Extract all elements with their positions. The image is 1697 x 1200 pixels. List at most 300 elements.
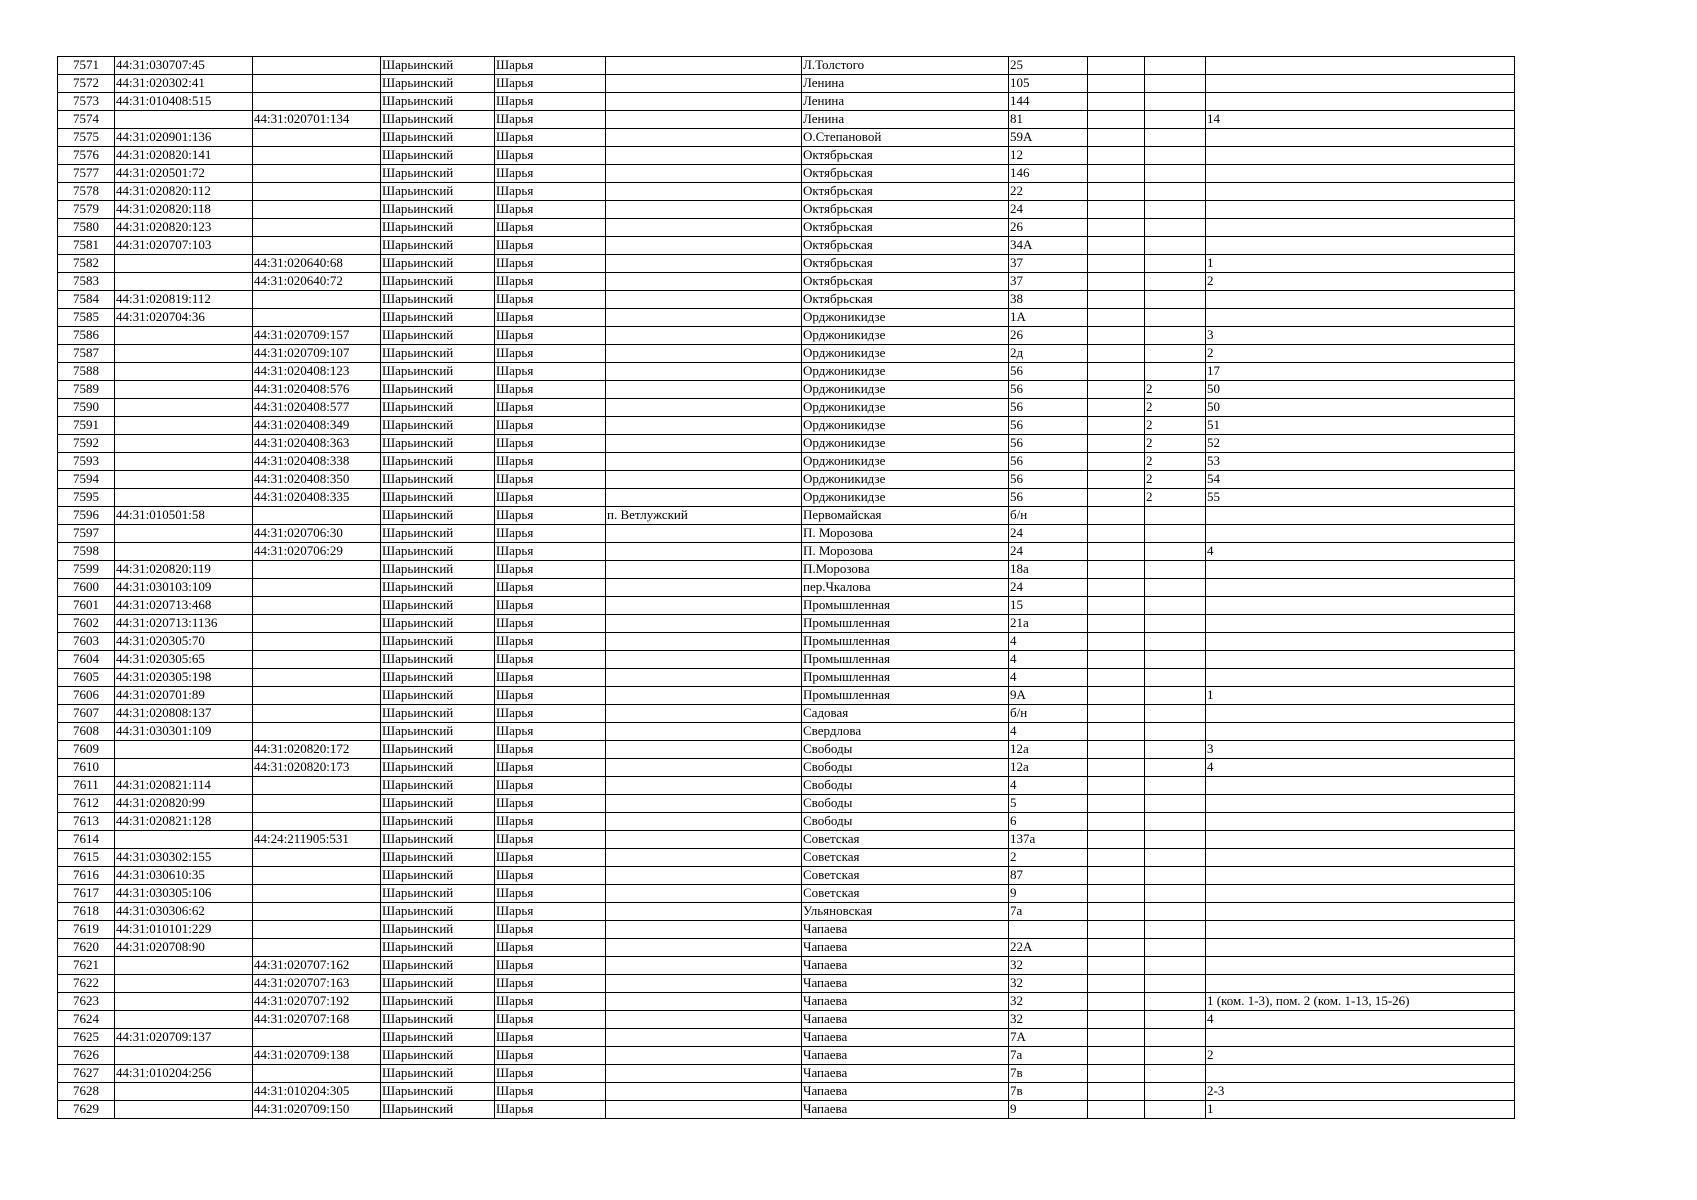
building-cadastral-number-cell: 44:31:020408:349 (253, 417, 381, 435)
row-number-cell: 7578 (58, 183, 115, 201)
floor-cell (1145, 561, 1206, 579)
premises-cell (1206, 723, 1515, 741)
street-cell: Свободы (802, 777, 1009, 795)
cadastral-number-cell (115, 363, 253, 381)
premises-cell (1206, 507, 1515, 525)
city-cell: Шарья (495, 525, 606, 543)
row-number-cell: 7585 (58, 309, 115, 327)
street-cell: Чапаева (802, 1011, 1009, 1029)
building-cadastral-number-cell (253, 309, 381, 327)
street-cell: Свободы (802, 795, 1009, 813)
table-body (58, 57, 1515, 1119)
settlement-cell (606, 363, 802, 381)
table-row (58, 1047, 1515, 1065)
table-row (58, 507, 1515, 525)
premises-cell (1206, 165, 1515, 183)
city-cell: Шарья (495, 777, 606, 795)
premises-cell: 51 (1206, 417, 1515, 435)
building-cadastral-number-cell (253, 129, 381, 147)
floor-cell (1145, 1083, 1206, 1101)
building-cadastral-number-cell: 44:31:020408:576 (253, 381, 381, 399)
building-cadastral-number-cell (253, 201, 381, 219)
street-cell: Октябрьская (802, 255, 1009, 273)
premises-cell (1206, 957, 1515, 975)
floor-cell (1145, 579, 1206, 597)
row-number-cell: 7610 (58, 759, 115, 777)
floor-cell (1145, 1047, 1206, 1065)
floor-cell (1145, 345, 1206, 363)
house-number-cell: 25 (1009, 57, 1088, 75)
house-number-cell: 6 (1009, 813, 1088, 831)
table-row (58, 867, 1515, 885)
settlement-cell (606, 957, 802, 975)
premises-cell: 14 (1206, 111, 1515, 129)
house-number-cell: 59А (1009, 129, 1088, 147)
city-cell: Шарья (495, 1011, 606, 1029)
building-cadastral-number-cell (253, 813, 381, 831)
building-cadastral-number-cell: 44:31:020408:338 (253, 453, 381, 471)
premises-cell (1206, 309, 1515, 327)
floor-cell (1145, 1011, 1206, 1029)
house-number-cell: 37 (1009, 273, 1088, 291)
settlement-cell (606, 255, 802, 273)
table-row (58, 903, 1515, 921)
building-cell (1088, 741, 1145, 759)
house-number-cell: 22А (1009, 939, 1088, 957)
premises-cell (1206, 615, 1515, 633)
building-cadastral-number-cell (253, 291, 381, 309)
floor-cell (1145, 363, 1206, 381)
district-cell: Шарьинский (381, 777, 495, 795)
premises-cell: 55 (1206, 489, 1515, 507)
city-cell: Шарья (495, 759, 606, 777)
settlement-cell (606, 777, 802, 795)
city-cell: Шарья (495, 489, 606, 507)
district-cell: Шарьинский (381, 291, 495, 309)
street-cell: Свердлова (802, 723, 1009, 741)
street-cell: Октябрьская (802, 219, 1009, 237)
premises-cell (1206, 903, 1515, 921)
house-number-cell: 7в (1009, 1065, 1088, 1083)
building-cadastral-number-cell (253, 687, 381, 705)
city-cell: Шарья (495, 741, 606, 759)
house-number-cell: 7в (1009, 1083, 1088, 1101)
house-number-cell: 105 (1009, 75, 1088, 93)
building-cadastral-number-cell: 44:31:020640:72 (253, 273, 381, 291)
table-row (58, 579, 1515, 597)
building-cell (1088, 507, 1145, 525)
table-row (58, 165, 1515, 183)
floor-cell (1145, 1065, 1206, 1083)
street-cell: П. Морозова (802, 525, 1009, 543)
house-number-cell: 144 (1009, 93, 1088, 111)
row-number-cell: 7577 (58, 165, 115, 183)
city-cell: Шарья (495, 615, 606, 633)
district-cell: Шарьинский (381, 1047, 495, 1065)
table-row (58, 93, 1515, 111)
row-number-cell: 7576 (58, 147, 115, 165)
building-cell (1088, 525, 1145, 543)
building-cadastral-number-cell (253, 57, 381, 75)
floor-cell (1145, 651, 1206, 669)
house-number-cell (1009, 921, 1088, 939)
premises-cell: 3 (1206, 741, 1515, 759)
building-cadastral-number-cell: 44:31:020640:68 (253, 255, 381, 273)
premises-cell: 1 (1206, 1101, 1515, 1119)
building-cadastral-number-cell: 44:31:020408:350 (253, 471, 381, 489)
settlement-cell (606, 903, 802, 921)
settlement-cell (606, 111, 802, 129)
cadastral-number-cell: 44:31:030301:109 (115, 723, 253, 741)
street-cell: Октябрьская (802, 201, 1009, 219)
house-number-cell: б/н (1009, 507, 1088, 525)
row-number-cell: 7603 (58, 633, 115, 651)
cadastral-number-cell (115, 489, 253, 507)
city-cell: Шарья (495, 849, 606, 867)
building-cadastral-number-cell (253, 903, 381, 921)
house-number-cell: 32 (1009, 975, 1088, 993)
settlement-cell: п. Ветлужский (606, 507, 802, 525)
city-cell: Шарья (495, 471, 606, 489)
premises-cell (1206, 237, 1515, 255)
cadastral-number-cell (115, 255, 253, 273)
district-cell: Шарьинский (381, 417, 495, 435)
floor-cell (1145, 795, 1206, 813)
premises-cell (1206, 633, 1515, 651)
building-cell (1088, 885, 1145, 903)
street-cell: Октябрьская (802, 291, 1009, 309)
premises-cell (1206, 93, 1515, 111)
row-number-cell: 7629 (58, 1101, 115, 1119)
table-row (58, 147, 1515, 165)
floor-cell (1145, 201, 1206, 219)
building-cell (1088, 129, 1145, 147)
district-cell: Шарьинский (381, 399, 495, 417)
premises-cell: 54 (1206, 471, 1515, 489)
cadastral-number-cell: 44:31:020821:114 (115, 777, 253, 795)
settlement-cell (606, 795, 802, 813)
row-number-cell: 7591 (58, 417, 115, 435)
street-cell: Орджоникидзе (802, 417, 1009, 435)
floor-cell (1145, 327, 1206, 345)
floor-cell (1145, 93, 1206, 111)
building-cadastral-number-cell: 44:31:020820:173 (253, 759, 381, 777)
floor-cell (1145, 903, 1206, 921)
house-number-cell: 4 (1009, 651, 1088, 669)
street-cell: Советская (802, 867, 1009, 885)
floor-cell (1145, 255, 1206, 273)
city-cell: Шарья (495, 651, 606, 669)
house-number-cell: 7а (1009, 1047, 1088, 1065)
building-cell (1088, 147, 1145, 165)
premises-cell (1206, 795, 1515, 813)
district-cell: Шарьинский (381, 849, 495, 867)
table-row (58, 273, 1515, 291)
cadastral-number-cell (115, 1011, 253, 1029)
house-number-cell: 9А (1009, 687, 1088, 705)
street-cell: Свободы (802, 741, 1009, 759)
cadastral-number-cell: 44:31:020709:137 (115, 1029, 253, 1047)
cadastral-number-cell: 44:31:030306:62 (115, 903, 253, 921)
table-row (58, 327, 1515, 345)
premises-cell (1206, 579, 1515, 597)
floor-cell (1145, 939, 1206, 957)
building-cadastral-number-cell (253, 1065, 381, 1083)
floor-cell (1145, 57, 1206, 75)
street-cell: Чапаева (802, 1065, 1009, 1083)
floor-cell (1145, 633, 1206, 651)
house-number-cell: 26 (1009, 327, 1088, 345)
building-cadastral-number-cell: 44:31:020408:577 (253, 399, 381, 417)
house-number-cell: 7а (1009, 903, 1088, 921)
premises-cell: 52 (1206, 435, 1515, 453)
table-row (58, 255, 1515, 273)
table-row (58, 993, 1515, 1011)
row-number-cell: 7584 (58, 291, 115, 309)
settlement-cell (606, 273, 802, 291)
row-number-cell: 7580 (58, 219, 115, 237)
street-cell: Чапаева (802, 957, 1009, 975)
city-cell: Шарья (495, 327, 606, 345)
building-cadastral-number-cell (253, 561, 381, 579)
floor-cell (1145, 111, 1206, 129)
premises-cell (1206, 777, 1515, 795)
settlement-cell (606, 309, 802, 327)
cadastral-number-cell (115, 435, 253, 453)
cadastral-number-cell: 44:31:020820:123 (115, 219, 253, 237)
premises-cell (1206, 813, 1515, 831)
table-row (58, 939, 1515, 957)
building-cadastral-number-cell (253, 633, 381, 651)
settlement-cell (606, 921, 802, 939)
building-cadastral-number-cell: 44:31:020706:29 (253, 543, 381, 561)
table-row (58, 795, 1515, 813)
building-cell (1088, 957, 1145, 975)
house-number-cell: 56 (1009, 381, 1088, 399)
district-cell: Шарьинский (381, 147, 495, 165)
settlement-cell (606, 849, 802, 867)
street-cell: Орджоникидзе (802, 471, 1009, 489)
premises-cell (1206, 705, 1515, 723)
cadastral-number-cell: 44:31:030610:35 (115, 867, 253, 885)
premises-cell (1206, 867, 1515, 885)
row-number-cell: 7615 (58, 849, 115, 867)
house-number-cell: 1А (1009, 309, 1088, 327)
city-cell: Шарья (495, 1029, 606, 1047)
street-cell: Октябрьская (802, 147, 1009, 165)
building-cell (1088, 813, 1145, 831)
district-cell: Шарьинский (381, 543, 495, 561)
floor-cell (1145, 183, 1206, 201)
building-cell (1088, 345, 1145, 363)
settlement-cell (606, 93, 802, 111)
row-number-cell: 7593 (58, 453, 115, 471)
cadastral-number-cell (115, 1083, 253, 1101)
district-cell: Шарьинский (381, 75, 495, 93)
row-number-cell: 7571 (58, 57, 115, 75)
city-cell: Шарья (495, 507, 606, 525)
cadastral-number-cell (115, 111, 253, 129)
house-number-cell: 26 (1009, 219, 1088, 237)
settlement-cell (606, 399, 802, 417)
building-cadastral-number-cell (253, 795, 381, 813)
street-cell: Свободы (802, 813, 1009, 831)
row-number-cell: 7589 (58, 381, 115, 399)
settlement-cell (606, 1047, 802, 1065)
settlement-cell (606, 345, 802, 363)
table-row (58, 957, 1515, 975)
settlement-cell (606, 1083, 802, 1101)
building-cell (1088, 921, 1145, 939)
street-cell: О.Степановой (802, 129, 1009, 147)
row-number-cell: 7613 (58, 813, 115, 831)
building-cadastral-number-cell (253, 867, 381, 885)
district-cell: Шарьинский (381, 993, 495, 1011)
cadastral-number-cell: 44:31:020305:65 (115, 651, 253, 669)
city-cell: Шарья (495, 993, 606, 1011)
city-cell: Шарья (495, 435, 606, 453)
premises-cell (1206, 831, 1515, 849)
house-number-cell: 21а (1009, 615, 1088, 633)
building-cadastral-number-cell (253, 597, 381, 615)
cadastral-number-cell: 44:31:020713:468 (115, 597, 253, 615)
table-row (58, 687, 1515, 705)
district-cell: Шарьинский (381, 489, 495, 507)
settlement-cell (606, 831, 802, 849)
premises-cell (1206, 291, 1515, 309)
row-number-cell: 7574 (58, 111, 115, 129)
premises-cell (1206, 885, 1515, 903)
building-cell (1088, 309, 1145, 327)
building-cell (1088, 363, 1145, 381)
house-number-cell: 15 (1009, 597, 1088, 615)
building-cell (1088, 831, 1145, 849)
premises-cell: 4 (1206, 543, 1515, 561)
city-cell: Шарья (495, 543, 606, 561)
city-cell: Шарья (495, 93, 606, 111)
building-cell (1088, 1011, 1145, 1029)
settlement-cell (606, 579, 802, 597)
house-number-cell: 18а (1009, 561, 1088, 579)
table-row (58, 219, 1515, 237)
floor-cell (1145, 669, 1206, 687)
settlement-cell (606, 867, 802, 885)
district-cell: Шарьинский (381, 1101, 495, 1119)
building-cell (1088, 993, 1145, 1011)
city-cell: Шарья (495, 561, 606, 579)
house-number-cell: 2д (1009, 345, 1088, 363)
house-number-cell: 4 (1009, 633, 1088, 651)
building-cadastral-number-cell: 44:31:020408:123 (253, 363, 381, 381)
floor-cell (1145, 741, 1206, 759)
house-number-cell: 56 (1009, 399, 1088, 417)
district-cell: Шарьинский (381, 885, 495, 903)
floor-cell (1145, 147, 1206, 165)
floor-cell (1145, 975, 1206, 993)
street-cell: Советская (802, 831, 1009, 849)
building-cadastral-number-cell: 44:31:020709:138 (253, 1047, 381, 1065)
building-cadastral-number-cell: 44:31:020408:363 (253, 435, 381, 453)
row-number-cell: 7619 (58, 921, 115, 939)
row-number-cell: 7579 (58, 201, 115, 219)
district-cell: Шарьинский (381, 723, 495, 741)
cadastral-number-cell: 44:31:020305:198 (115, 669, 253, 687)
premises-cell: 3 (1206, 327, 1515, 345)
house-number-cell: 4 (1009, 723, 1088, 741)
settlement-cell (606, 651, 802, 669)
building-cell (1088, 273, 1145, 291)
table-row (58, 129, 1515, 147)
district-cell: Шарьинский (381, 579, 495, 597)
cadastral-number-cell: 44:31:030707:45 (115, 57, 253, 75)
premises-cell (1206, 849, 1515, 867)
building-cell (1088, 1065, 1145, 1083)
row-number-cell: 7620 (58, 939, 115, 957)
district-cell: Шарьинский (381, 597, 495, 615)
house-number-cell: 24 (1009, 525, 1088, 543)
cadastral-number-cell (115, 957, 253, 975)
settlement-cell (606, 687, 802, 705)
house-number-cell: 32 (1009, 993, 1088, 1011)
district-cell: Шарьинский (381, 309, 495, 327)
settlement-cell (606, 57, 802, 75)
building-cadastral-number-cell (253, 705, 381, 723)
table-row (58, 363, 1515, 381)
building-cadastral-number-cell (253, 939, 381, 957)
row-number-cell: 7626 (58, 1047, 115, 1065)
row-number-cell: 7608 (58, 723, 115, 741)
cadastral-number-cell (115, 471, 253, 489)
street-cell: Октябрьская (802, 165, 1009, 183)
building-cadastral-number-cell: 44:31:020709:157 (253, 327, 381, 345)
cadastral-number-cell: 44:31:020704:36 (115, 309, 253, 327)
table-row (58, 669, 1515, 687)
table-row (58, 777, 1515, 795)
street-cell: Орджоникидзе (802, 399, 1009, 417)
building-cell (1088, 93, 1145, 111)
city-cell: Шарья (495, 831, 606, 849)
table-row (58, 345, 1515, 363)
street-cell: Чапаева (802, 1083, 1009, 1101)
city-cell: Шарья (495, 75, 606, 93)
floor-cell (1145, 237, 1206, 255)
building-cadastral-number-cell (253, 921, 381, 939)
city-cell: Шарья (495, 795, 606, 813)
building-cadastral-number-cell: 44:31:020706:30 (253, 525, 381, 543)
house-number-cell: 7А (1009, 1029, 1088, 1047)
district-cell: Шарьинский (381, 111, 495, 129)
table-row (58, 633, 1515, 651)
floor-cell (1145, 867, 1206, 885)
floor-cell (1145, 597, 1206, 615)
settlement-cell (606, 183, 802, 201)
registry-table (57, 56, 1515, 1119)
floor-cell (1145, 309, 1206, 327)
premises-cell (1206, 75, 1515, 93)
district-cell: Шарьинский (381, 129, 495, 147)
premises-cell (1206, 669, 1515, 687)
building-cell (1088, 939, 1145, 957)
building-cell (1088, 237, 1145, 255)
floor-cell (1145, 525, 1206, 543)
settlement-cell (606, 939, 802, 957)
cadastral-number-cell: 44:31:010101:229 (115, 921, 253, 939)
settlement-cell (606, 291, 802, 309)
city-cell: Шарья (495, 147, 606, 165)
row-number-cell: 7625 (58, 1029, 115, 1047)
premises-cell: 50 (1206, 381, 1515, 399)
building-cell (1088, 75, 1145, 93)
